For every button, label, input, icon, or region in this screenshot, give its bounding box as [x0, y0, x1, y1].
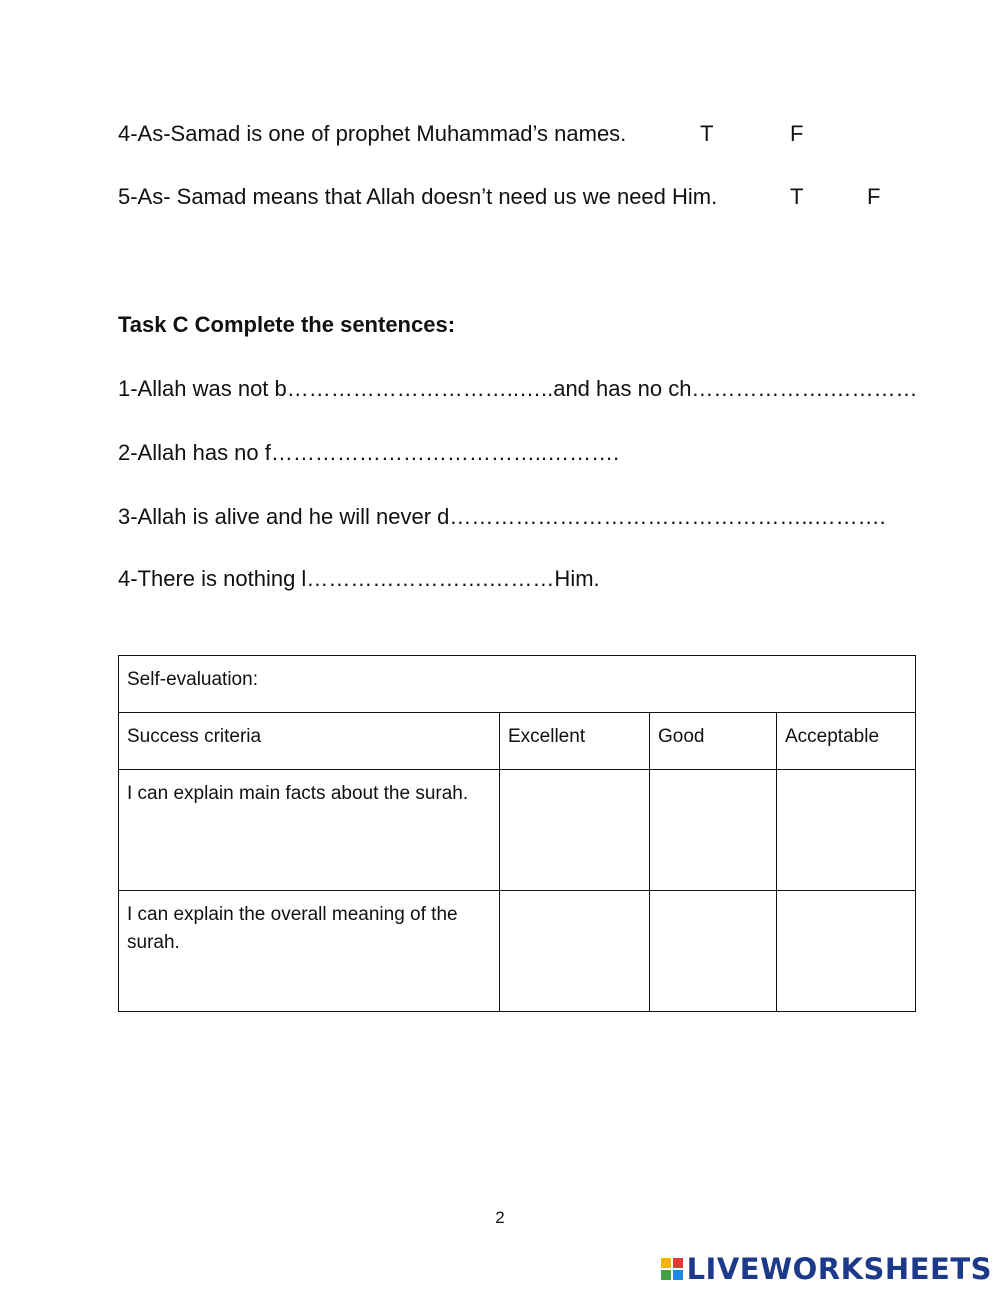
excellent-cell[interactable] — [500, 891, 650, 1012]
acceptable-cell[interactable] — [777, 770, 916, 891]
true-option[interactable]: T — [700, 121, 714, 146]
sentence-4: 4-There is nothing l…………………….………Him. — [118, 566, 600, 591]
logo-blocks-icon — [661, 1258, 683, 1280]
question-text: 4-As-Samad is one of prophet Muhammad’s names. — [118, 121, 627, 146]
table-row — [119, 656, 916, 713]
logo-text: LIVEWORKSHEETS — [686, 1252, 992, 1286]
acceptable-cell[interactable] — [777, 891, 916, 1012]
question-text: 5-As- Samad means that Allah doesn’t need us we need Him. — [118, 184, 718, 209]
header-acceptable: Acceptable — [777, 713, 916, 770]
task-c-heading: Task C Complete the sentences: — [118, 312, 456, 337]
good-cell[interactable] — [650, 891, 777, 1012]
table-row — [119, 713, 916, 770]
header-good: Good — [650, 713, 777, 770]
criteria-cell: I can explain main facts about the surah. — [119, 770, 500, 891]
sentence-2: 2-Allah has no f………………………………..………. — [118, 440, 620, 465]
self-evaluation-table — [118, 655, 916, 1012]
header-excellent: Excellent — [500, 713, 650, 770]
table-row — [119, 770, 916, 891]
header-success-criteria: Success criteria — [119, 713, 500, 770]
false-option[interactable]: F — [867, 184, 881, 209]
criteria-cell: I can explain the overall meaning of the surah. — [119, 891, 500, 1012]
excellent-cell[interactable] — [500, 770, 650, 891]
self-evaluation-title: Self-evaluation: — [119, 656, 916, 713]
sentence-3: 3-Allah is alive and he will never d…………………………………………..………. — [118, 504, 886, 529]
page-number: 2 — [495, 1208, 505, 1227]
sentence-1: 1-Allah was not b…………………………..…..and has no ch……………….………… — [118, 376, 918, 401]
table-row — [119, 891, 916, 1012]
false-option[interactable]: F — [790, 121, 804, 146]
true-option[interactable]: T — [790, 184, 804, 209]
liveworksheets-logo — [661, 1252, 992, 1286]
good-cell[interactable] — [650, 770, 777, 891]
